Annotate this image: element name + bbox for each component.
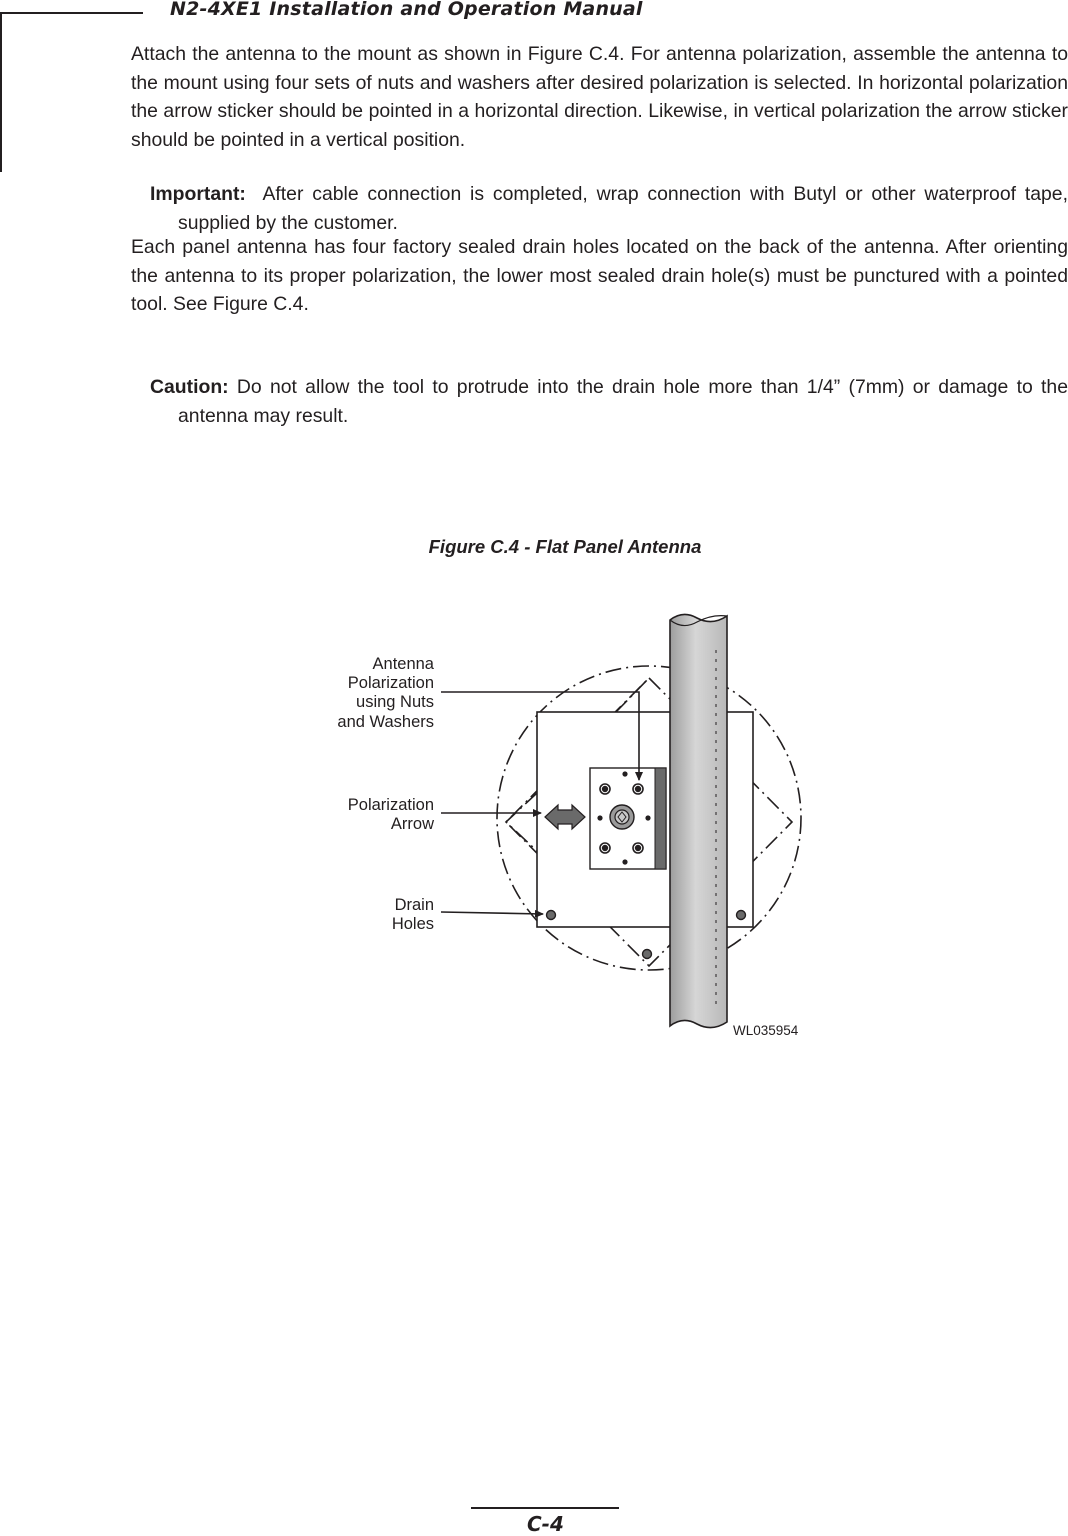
label-drain-line1: Drain: [394, 896, 434, 914]
paragraph-drain-holes: Each panel antenna has four factory sealed drain holes located on the back of the antenna. After orienting the antenna to its proper polarization, the lower most sealed drain hole(s) must be punctured with a pointed tool. See Figure C.4.: [131, 236, 1068, 315]
caution-text: Do not allow the tool to protrude into the drain hole more than 1/4” (7mm) or damage to the antenna may result.: [178, 376, 1068, 427]
leader-drain-holes: [441, 912, 543, 914]
label-drain-line2: Holes: [391, 915, 434, 933]
mast-pipe: [670, 614, 727, 1027]
label-antenna-line3: using Nuts: [356, 693, 434, 711]
figure-caption: Figure C.4 - Flat Panel Antenna: [428, 536, 702, 557]
label-arrow-line2: Arrow: [390, 815, 434, 833]
label-antenna-line4: and Washers: [337, 713, 434, 731]
connector-icon: [610, 805, 634, 829]
page-number: C-4: [527, 1512, 564, 1536]
mount-bracket: [655, 768, 666, 869]
diamond-inner-left: [506, 793, 537, 851]
caution-label: Caution:: [150, 376, 229, 398]
label-antenna-line2: Polarization: [347, 674, 434, 692]
running-header: N2-4XE1 Installation and Operation Manual: [170, 0, 643, 20]
paragraph-mounting: Attach the antenna to the mount as shown in Figure C.4. For antenna polarization, assemble the antenna to the mount using four sets of nuts and washers after desired polarization is selected. In horizontal polarization the arrow sticker should be pointed in a horizontal direction. Likewise, in vertical polarization the arrow sticker should be pointed in a vertical position.: [131, 43, 1068, 151]
label-arrow-line1: Polarization: [347, 796, 434, 814]
important-text: After cable connection is completed, wrap connection with Butyl or other waterproof tape, supplied by the customer.: [178, 183, 1068, 234]
label-antenna-line1: Antenna: [372, 655, 434, 673]
figure-code: WL035954: [733, 1023, 799, 1038]
important-label: Important:: [150, 183, 246, 205]
footer-rule: [471, 1507, 619, 1509]
